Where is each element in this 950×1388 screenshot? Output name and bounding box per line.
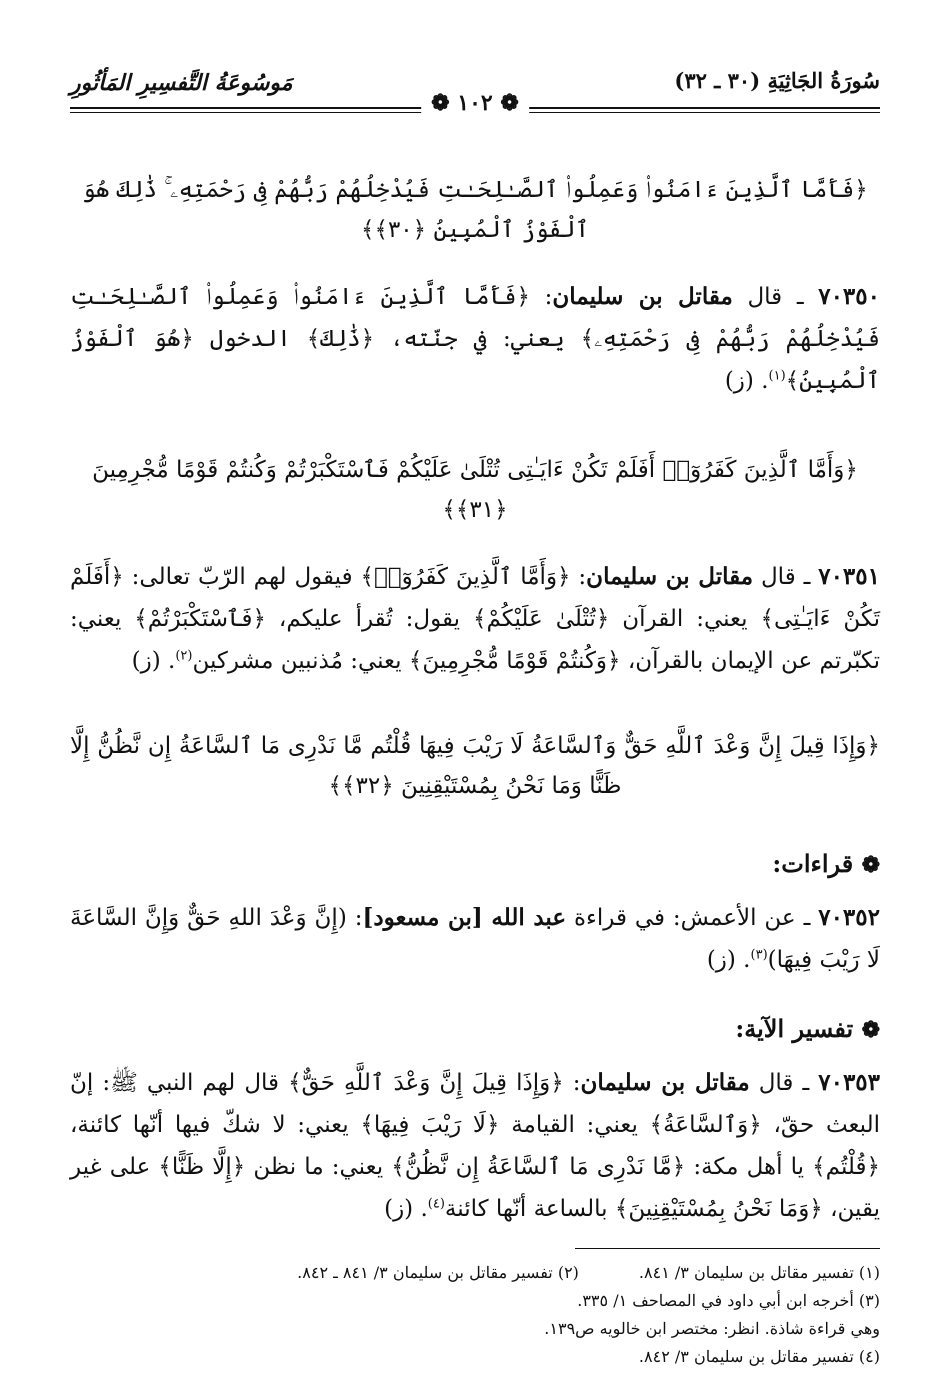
narrator-name: مقاتل بن سليمان xyxy=(580,1069,750,1096)
page-header xyxy=(70,60,880,120)
narration-lead: ـ قال xyxy=(749,1070,819,1096)
flower-icon: ❁ xyxy=(861,852,880,878)
narration-lead: ـ قال xyxy=(732,284,819,310)
footnote-ref: (٣) xyxy=(750,947,768,963)
surah-title: سُورَةُ الجَاثِيَةِ (٣٠ ـ ٣٢) xyxy=(674,68,880,93)
page-number: ❁ ١٠٢ ❁ xyxy=(421,90,529,116)
narration-lead: ـ عن الأعمش: في قراءة xyxy=(566,905,819,931)
narration-70352 xyxy=(70,897,880,981)
narration-number: ٧٠٣٥٠ xyxy=(818,283,880,310)
narration-tail: . (ز) xyxy=(131,648,176,674)
narration-70351 xyxy=(70,556,880,682)
narration-text: : ﴿فَأَمَّا ٱلَّذِينَ ءَامَنُوا۟ وَعَمِلُوا۟ ٱلصَّـٰلِحَـٰتِ فَيُدْخِلُهُمْ رَبُّهُمْ فِى رَحْمَتِهِۦ﴾ يعني: في جنّته، ﴿ذَٰلِكَ﴾ الدخول ﴿هُوَ ٱلْفَوْزُ ٱلْمُبِينُ﴾ xyxy=(70,284,880,394)
footnote-ref: (١) xyxy=(768,368,786,384)
footnote-3-note: وهي قراءة شاذة. انظر: مختصر ابن خالويه ص١٣٩. xyxy=(544,1319,880,1338)
verse-32: ﴿وَإِذَا قِيلَ إِنَّ وَعْدَ ٱللَّهِ حَقٌّ وَٱلسَّاعَةُ لَا رَيْبَ فِيهَا قُلْتُم مَّا نَدْرِى مَا ٱلسَّاعَةُ إِن نَّظُنُّ إِلَّا ظَنًّا وَمَا نَحْنُ بِمُسْتَيْقِنِينَ ﴿٣٢﴾﴾ xyxy=(70,733,880,799)
narration-tail: . (ز) xyxy=(384,1196,428,1222)
narration-number: ٧٠٣٥١ xyxy=(818,563,880,590)
footnote-3: (٣) أخرجه ابن أبي داود في المصاحف ١/ ٣٣٥. xyxy=(577,1291,880,1310)
narration-tail: . (ز) xyxy=(724,368,769,394)
footnote-ref: (٤) xyxy=(427,1196,445,1212)
verse-30: ﴿فَأَمَّا ٱلَّذِينَ ءَامَنُوا۟ وَعَمِلُوا۟ ٱلصَّـٰلِحَـٰتِ فَيُدْخِلُهُمْ رَبُّهُمْ فِى رَحْمَتِهِۦ ۚ ذَٰلِكَ هُوَ ٱلْفَوْزُ ٱلْمُبِينُ ﴿٣٠﴾﴾ xyxy=(82,177,868,243)
narration-number: ٧٠٣٥٢ xyxy=(818,904,880,931)
footnote-4: (٤) تفسير مقاتل بن سليمان ٣/ ٨٤٢. xyxy=(638,1347,880,1366)
narration-70350 xyxy=(70,276,880,402)
section-title-text: قراءات: xyxy=(772,849,854,878)
narration-text: : ﴿وَأَمَّا ٱلَّذِينَ كَفَرُوٓا۟﴾ فيقول لهم الرّبّ تعالى: ﴿أَفَلَمْ تَكُنْ ءَايَـٰتِى﴾ يعني: القرآن ﴿تُتْلَىٰ عَلَيْكُمْ﴾ يقول: تُقرأ عليكم، ﴿فَٱسْتَكْبَرْتُمْ﴾ يعني: تكبّرتم عن الإيمان بالقرآن، ﴿وَكُنتُمْ قَوْمًا مُّجْرِمِينَ﴾ يعني: مُذنبين مشركين xyxy=(70,564,880,674)
footnotes xyxy=(70,1259,880,1371)
footnote-2: (٢) تفسير مقاتل بن سليمان ٣/ ٨٤١ ـ ٨٤٢. xyxy=(297,1263,579,1282)
narration-lead: ـ قال xyxy=(753,564,819,590)
flower-icon: ❁ xyxy=(861,1017,880,1043)
narration-70353 xyxy=(70,1062,880,1230)
verse-31: ﴿وَأَمَّا ٱلَّذِينَ كَفَرُوٓا۟ أَفَلَمْ تَكُنْ ءَايَـٰتِى تُتْلَىٰ عَلَيْكُمْ فَٱسْتَكْبَرْتُمْ وَكُنتُمْ قَوْمًا مُّجْرِمِينَ ﴿٣١﴾﴾ xyxy=(92,457,858,523)
narrator-name: مقاتل بن سليمان xyxy=(552,283,733,310)
section-qiraat xyxy=(70,844,880,885)
book-title: مَوسُوعَةُ التَّفسِيرِ المَأثُورِ xyxy=(70,70,293,96)
narration-number: ٧٠٣٥٣ xyxy=(818,1069,881,1096)
narration-text: : (إِنَّ وَعْدَ اللهِ حَقٌّ وَإِنَّ السَّاعَةَ لَا رَيْبَ فِيهَا) xyxy=(70,905,880,973)
narration-tail: . (ز) xyxy=(706,947,751,973)
section-title-text: تفسير الآية: xyxy=(735,1014,854,1043)
footnote-row xyxy=(70,1259,880,1287)
footnote-ref: (٢) xyxy=(175,648,193,664)
narration-text: : ﴿وَإِذَا قِيلَ إِنَّ وَعْدَ ٱللَّهِ حَقٌّ﴾ قال لهم النبي ﷺ: إنّ البعث حقّ، ﴿وَٱلسَّاعَةُ﴾ يعني: القيامة ﴿لَا رَيْبَ فِيهَا﴾ يعني: لا شكّ فيها أنّها كائنة، ﴿قُلْتُم﴾ يا أهل مكة: ﴿مَّا نَدْرِى مَا ٱلسَّاعَةُ إِن نَّظُنُّ﴾ يعني: ما نظن ﴿إِلَّا ظَنًّا﴾ على غير يقين، ﴿وَمَا نَحْنُ بِمُسْتَيْقِنِينَ﴾ بالساعة أنّها كائنة xyxy=(70,1070,880,1222)
narrator-name: عبد الله [بن مسعود] xyxy=(362,904,567,931)
footnote-1: (١) تفسير مقاتل بن سليمان ٣/ ٨٤١. xyxy=(638,1263,880,1282)
narrator-name: مقاتل بن سليمان xyxy=(586,563,754,590)
page xyxy=(70,60,880,1371)
section-tafsir xyxy=(70,1009,880,1050)
